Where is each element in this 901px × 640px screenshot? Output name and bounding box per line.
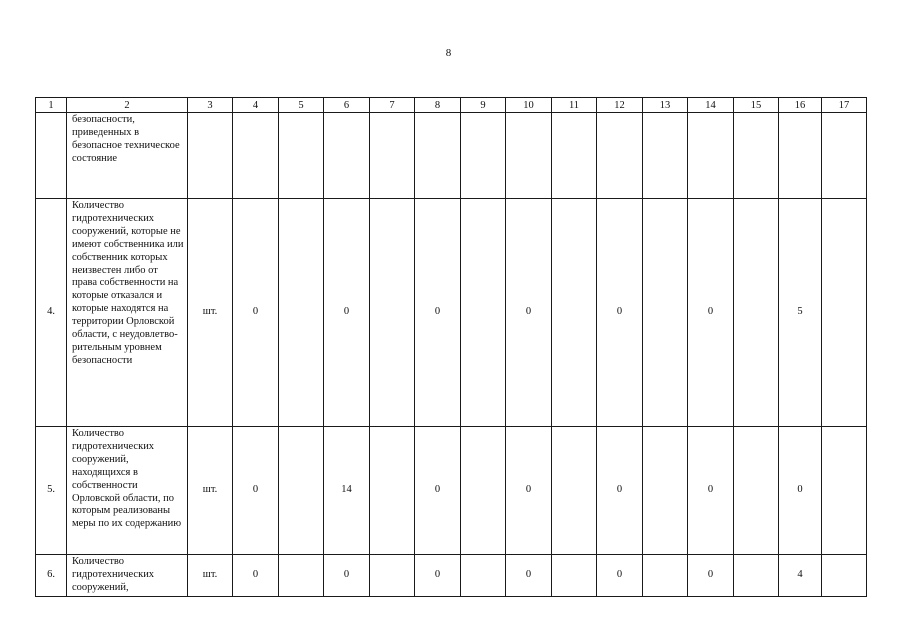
value-cell: [822, 427, 867, 555]
unit-cell: шт.: [188, 199, 233, 427]
column-header: 14: [688, 98, 734, 113]
unit-cell: шт.: [188, 555, 233, 597]
value-cell: 0: [415, 199, 461, 427]
value-cell: 5: [779, 199, 822, 427]
indicator-name: Количество гидротехнических сооружений, находящихся в собственности Орловской области, по которым реализованы меры по их содержанию: [67, 427, 188, 555]
value-cell: 0: [415, 555, 461, 597]
value-cell: [370, 427, 415, 555]
value-cell: 0: [506, 427, 552, 555]
column-header: 16: [779, 98, 822, 113]
value-cell: [279, 555, 324, 597]
value-cell: [734, 199, 779, 427]
value-cell: [461, 555, 506, 597]
column-number-row: [36, 98, 867, 113]
value-cell: [552, 427, 597, 555]
column-header: 17: [822, 98, 867, 113]
value-cell: [643, 113, 688, 199]
value-cell: [643, 555, 688, 597]
value-cell: [822, 113, 867, 199]
value-cell: [279, 199, 324, 427]
row-number: 6.: [36, 555, 67, 597]
column-header: 8: [415, 98, 461, 113]
value-cell: 0: [597, 427, 643, 555]
value-cell: 0: [233, 555, 279, 597]
row-number: [36, 113, 67, 199]
value-cell: 0: [597, 555, 643, 597]
column-header: 3: [188, 98, 233, 113]
value-cell: [461, 199, 506, 427]
value-cell: [552, 555, 597, 597]
value-cell: 0: [324, 199, 370, 427]
page-number: 8: [445, 47, 452, 59]
table-row: [36, 427, 867, 555]
value-cell: [279, 427, 324, 555]
value-cell: 0: [415, 427, 461, 555]
indicator-name: Количество гидротехнических сооружений,: [67, 555, 188, 597]
value-cell: [461, 427, 506, 555]
value-cell: [233, 113, 279, 199]
value-cell: 0: [506, 199, 552, 427]
value-cell: 4: [779, 555, 822, 597]
value-cell: 0: [233, 427, 279, 555]
unit-cell: [188, 113, 233, 199]
value-cell: [279, 113, 324, 199]
indicator-name: безопасности, приведенных в безопасное техническое состояние: [67, 113, 188, 199]
value-cell: [552, 199, 597, 427]
column-header: 9: [461, 98, 506, 113]
indicator-name: Количество гидротехнических сооружений, которые не имеют собственника или собственник которых неизвестен либо от права собственности на которые отказался и которые находятся на территории Орловской области, с неудовлетво-рительным уровнем безопасности: [67, 199, 188, 427]
value-cell: 0: [324, 555, 370, 597]
table-row: [36, 555, 867, 597]
value-cell: 0: [506, 555, 552, 597]
column-header: 15: [734, 98, 779, 113]
value-cell: [324, 113, 370, 199]
value-cell: [734, 555, 779, 597]
value-cell: 0: [688, 427, 734, 555]
value-cell: [688, 113, 734, 199]
value-cell: [597, 113, 643, 199]
value-cell: 14: [324, 427, 370, 555]
column-header: 7: [370, 98, 415, 113]
value-cell: [643, 199, 688, 427]
value-cell: [822, 555, 867, 597]
value-cell: 0: [688, 199, 734, 427]
value-cell: [370, 199, 415, 427]
row-number: 4.: [36, 199, 67, 427]
value-cell: [370, 555, 415, 597]
value-cell: [370, 113, 415, 199]
unit-cell: шт.: [188, 427, 233, 555]
column-header: 13: [643, 98, 688, 113]
value-cell: [643, 427, 688, 555]
value-cell: [734, 113, 779, 199]
column-header: 2: [67, 98, 188, 113]
value-cell: [734, 427, 779, 555]
row-number: 5.: [36, 427, 67, 555]
column-header: 4: [233, 98, 279, 113]
value-cell: [822, 199, 867, 427]
value-cell: [415, 113, 461, 199]
indicator-table: [35, 97, 867, 597]
value-cell: [779, 113, 822, 199]
column-header: 1: [36, 98, 67, 113]
value-cell: 0: [597, 199, 643, 427]
value-cell: [506, 113, 552, 199]
table-row: [36, 113, 867, 199]
column-header: 6: [324, 98, 370, 113]
column-header: 5: [279, 98, 324, 113]
column-header: 10: [506, 98, 552, 113]
value-cell: 0: [233, 199, 279, 427]
table-row: [36, 199, 867, 427]
value-cell: [552, 113, 597, 199]
value-cell: 0: [688, 555, 734, 597]
value-cell: [461, 113, 506, 199]
column-header: 11: [552, 98, 597, 113]
column-header: 12: [597, 98, 643, 113]
value-cell: 0: [779, 427, 822, 555]
